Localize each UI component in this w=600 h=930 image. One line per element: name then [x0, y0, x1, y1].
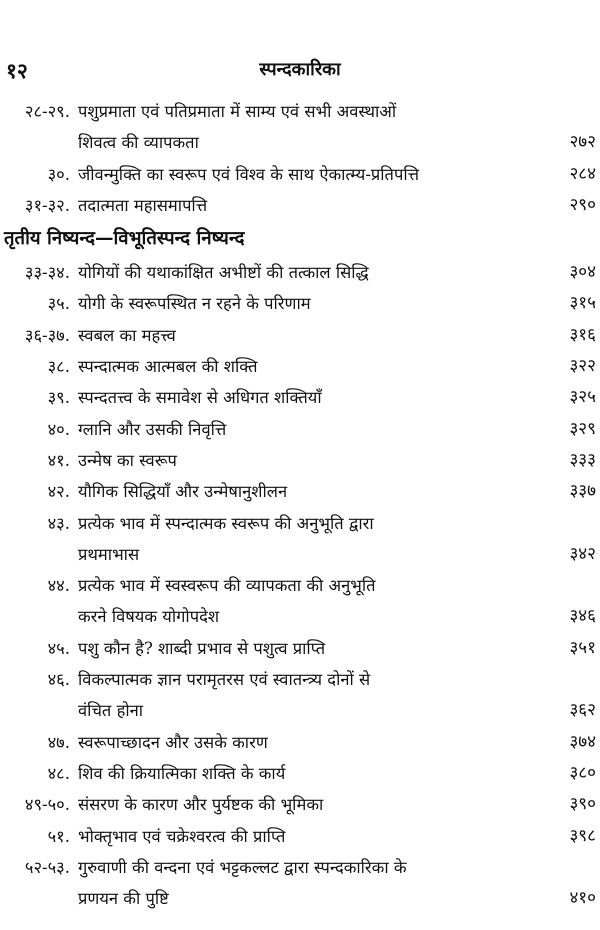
entry-title: [70, 664, 516, 727]
entry-title: [70, 633, 516, 664]
page-header: [0, 55, 600, 89]
entry-number: ३६-३७.: [24, 325, 70, 345]
toc-group-before: [0, 96, 600, 221]
toc-entry: [0, 320, 600, 351]
entry-title: [70, 476, 516, 507]
entry-number: ३८.: [47, 357, 70, 377]
toc-entry: [0, 633, 600, 664]
entry-page: २८४: [569, 163, 596, 184]
entry-title: [70, 445, 516, 476]
entry-number: ४५.: [47, 638, 70, 658]
entry-title: [70, 758, 516, 789]
entry-title: [70, 159, 516, 190]
entry-page: ४१०: [569, 888, 596, 909]
entry-title-line: स्वबल का महत्त्व: [78, 325, 176, 345]
toc-entry: [0, 664, 600, 727]
entry-title: [70, 351, 516, 382]
entry-number: ४९-५०.: [24, 795, 70, 815]
entry-page: २७२: [569, 132, 596, 153]
entry-title: [70, 382, 516, 413]
entry-title: [70, 190, 516, 221]
entry-page: ३३३: [569, 449, 596, 470]
toc-entry: [0, 382, 600, 413]
entry-title: [70, 96, 516, 159]
entry-title-line: प्रत्येक भाव में स्पन्दात्मक स्वरूप की अनुभूति द्वारा: [78, 513, 374, 533]
entry-page: ३२२: [569, 356, 596, 377]
entry-page: ३०४: [569, 262, 596, 283]
entry-title-line: स्पन्दात्मक आत्मबल की शक्ति: [78, 357, 258, 377]
entry-title-line: पशु कौन है? शाब्दी प्रभाव से पशुत्व प्राप्ति: [78, 638, 326, 658]
entry-title-line: स्वरूपाच्छादन और उसके कारण: [78, 732, 268, 752]
toc-entry: [0, 758, 600, 789]
toc-entry: [0, 570, 600, 633]
toc-entry: [0, 257, 600, 288]
entry-number: ४४.: [47, 576, 70, 596]
entry-title-line: प्रणयन की पुष्टि: [78, 889, 169, 909]
entry-number: ३९.: [47, 388, 70, 408]
entry-title-line: तदात्मता महासमापत्ति: [78, 195, 208, 215]
entry-title-line: वंचित होना: [78, 701, 144, 721]
entry-title: [70, 288, 516, 319]
entry-page: ३४२: [569, 543, 596, 564]
entry-title-line: शिवत्व की व्यापकता: [78, 133, 199, 153]
running-title: स्पन्दकारिका: [259, 59, 341, 80]
toc-entry: [0, 821, 600, 852]
toc-entry: [0, 190, 600, 221]
toc-entry: [0, 445, 600, 476]
entry-number: ४०.: [47, 419, 70, 439]
entry-page: ३५१: [569, 637, 596, 658]
toc-group-after: [0, 257, 600, 914]
entry-number: ३१-३२.: [24, 195, 70, 215]
entry-number: ३५.: [47, 294, 70, 314]
entry-title-line: उन्मेष का स्वरूप: [78, 450, 177, 470]
entry-number: ४१.: [47, 450, 70, 470]
entry-page: ३१६: [569, 324, 596, 345]
toc-entry: [0, 789, 600, 820]
entry-title: [70, 789, 516, 820]
entry-page: ३९०: [569, 794, 596, 815]
entry-page: ३७४: [569, 731, 596, 752]
entry-title: [70, 257, 516, 288]
entry-page: ३९८: [569, 825, 596, 846]
entry-number: ५१.: [47, 826, 70, 846]
table-of-contents: [0, 96, 600, 914]
entry-number: ५२-५३.: [24, 857, 70, 877]
entry-title-line: भोक्तृभाव एवं चक्रेश्वरत्व की प्राप्ति: [78, 826, 286, 846]
entry-title-line: पशुप्रमाता एवं पतिप्रमाता में साम्य एवं सभी अवस्थाओं: [78, 102, 397, 121]
entry-title-line: योगी के स्वरूपस्थित न रहने के परिणाम: [78, 294, 311, 314]
toc-entry: [0, 96, 600, 159]
entry-title: [70, 508, 516, 571]
entry-page: ३३७: [569, 481, 596, 502]
entry-number: ३०.: [47, 164, 70, 184]
entry-title: [70, 414, 516, 445]
entry-number: २८-२९.: [24, 102, 70, 121]
toc-entry: [0, 476, 600, 507]
entry-title-line: शिव की क्रियात्मिका शक्ति के कार्य: [78, 763, 286, 783]
entry-page: ३४६: [569, 606, 596, 627]
entry-title: [70, 320, 516, 351]
entry-title-line: ग्लानि और उसकी निवृत्ति: [78, 419, 227, 439]
entry-title-line: करने विषयक योगोपदेश: [78, 607, 220, 627]
toc-entry: [0, 159, 600, 190]
entry-number: ४६.: [47, 670, 70, 690]
entry-title-line: जीवन्मुक्ति का स्वरूप एवं विश्व के साथ ऐकात्म्य-प्रतिपत्ति: [78, 164, 420, 184]
entry-title-line: स्पन्दतत्त्व के समावेश से अधिगत शक्तियाँ: [78, 388, 322, 408]
entry-title-line: प्रथमाभास: [78, 544, 140, 564]
toc-entry: [0, 351, 600, 382]
toc-entry: [0, 508, 600, 571]
entry-number: ४८.: [47, 763, 70, 783]
toc-entry: [0, 852, 600, 915]
entry-page: ३६२: [569, 700, 596, 721]
entry-title-line: योगियों की यथाकांक्षित अभीष्टों की तत्काल सिद्धि: [78, 263, 369, 283]
entry-title: [70, 570, 516, 633]
entry-title-line: यौगिक सिद्धियाँ और उन्मेषानुशीलन: [78, 482, 288, 502]
section-heading: तृतीय निष्यन्द—विभूतिस्पन्द निष्यन्द: [4, 228, 245, 250]
entry-page: ३८०: [569, 762, 596, 783]
toc-entry: [0, 414, 600, 445]
entry-title-line: विकल्पात्मक ज्ञान परामृतरस एवं स्वातन्त्र्य दोनों से: [78, 670, 371, 690]
toc-entry: [0, 288, 600, 319]
entry-number: ४३.: [47, 513, 70, 533]
toc-entry: [0, 727, 600, 758]
entry-number: ४२.: [47, 482, 70, 502]
entry-title-line: संसरण के कारण और पुर्यष्टक की भूमिका: [78, 795, 324, 815]
entry-title-line: प्रत्येक भाव में स्वस्वरूप की व्यापकता की अनुभूति: [78, 576, 376, 596]
entry-page: ३२९: [569, 418, 596, 439]
entry-page: ३२५: [569, 387, 596, 408]
entry-title-line: गुरुवाणी की वन्दना एवं भट्टकल्लट द्वारा स्पन्दकारिका के: [78, 857, 407, 877]
page-number: १२: [6, 58, 28, 83]
entry-page: ३१५: [569, 293, 596, 314]
entry-number: ३३-३४.: [24, 263, 70, 283]
entry-page: २९०: [569, 194, 596, 215]
entry-number: ४७.: [47, 732, 70, 752]
entry-title: [70, 727, 516, 758]
entry-title: [70, 852, 516, 915]
entry-title: [70, 821, 516, 852]
